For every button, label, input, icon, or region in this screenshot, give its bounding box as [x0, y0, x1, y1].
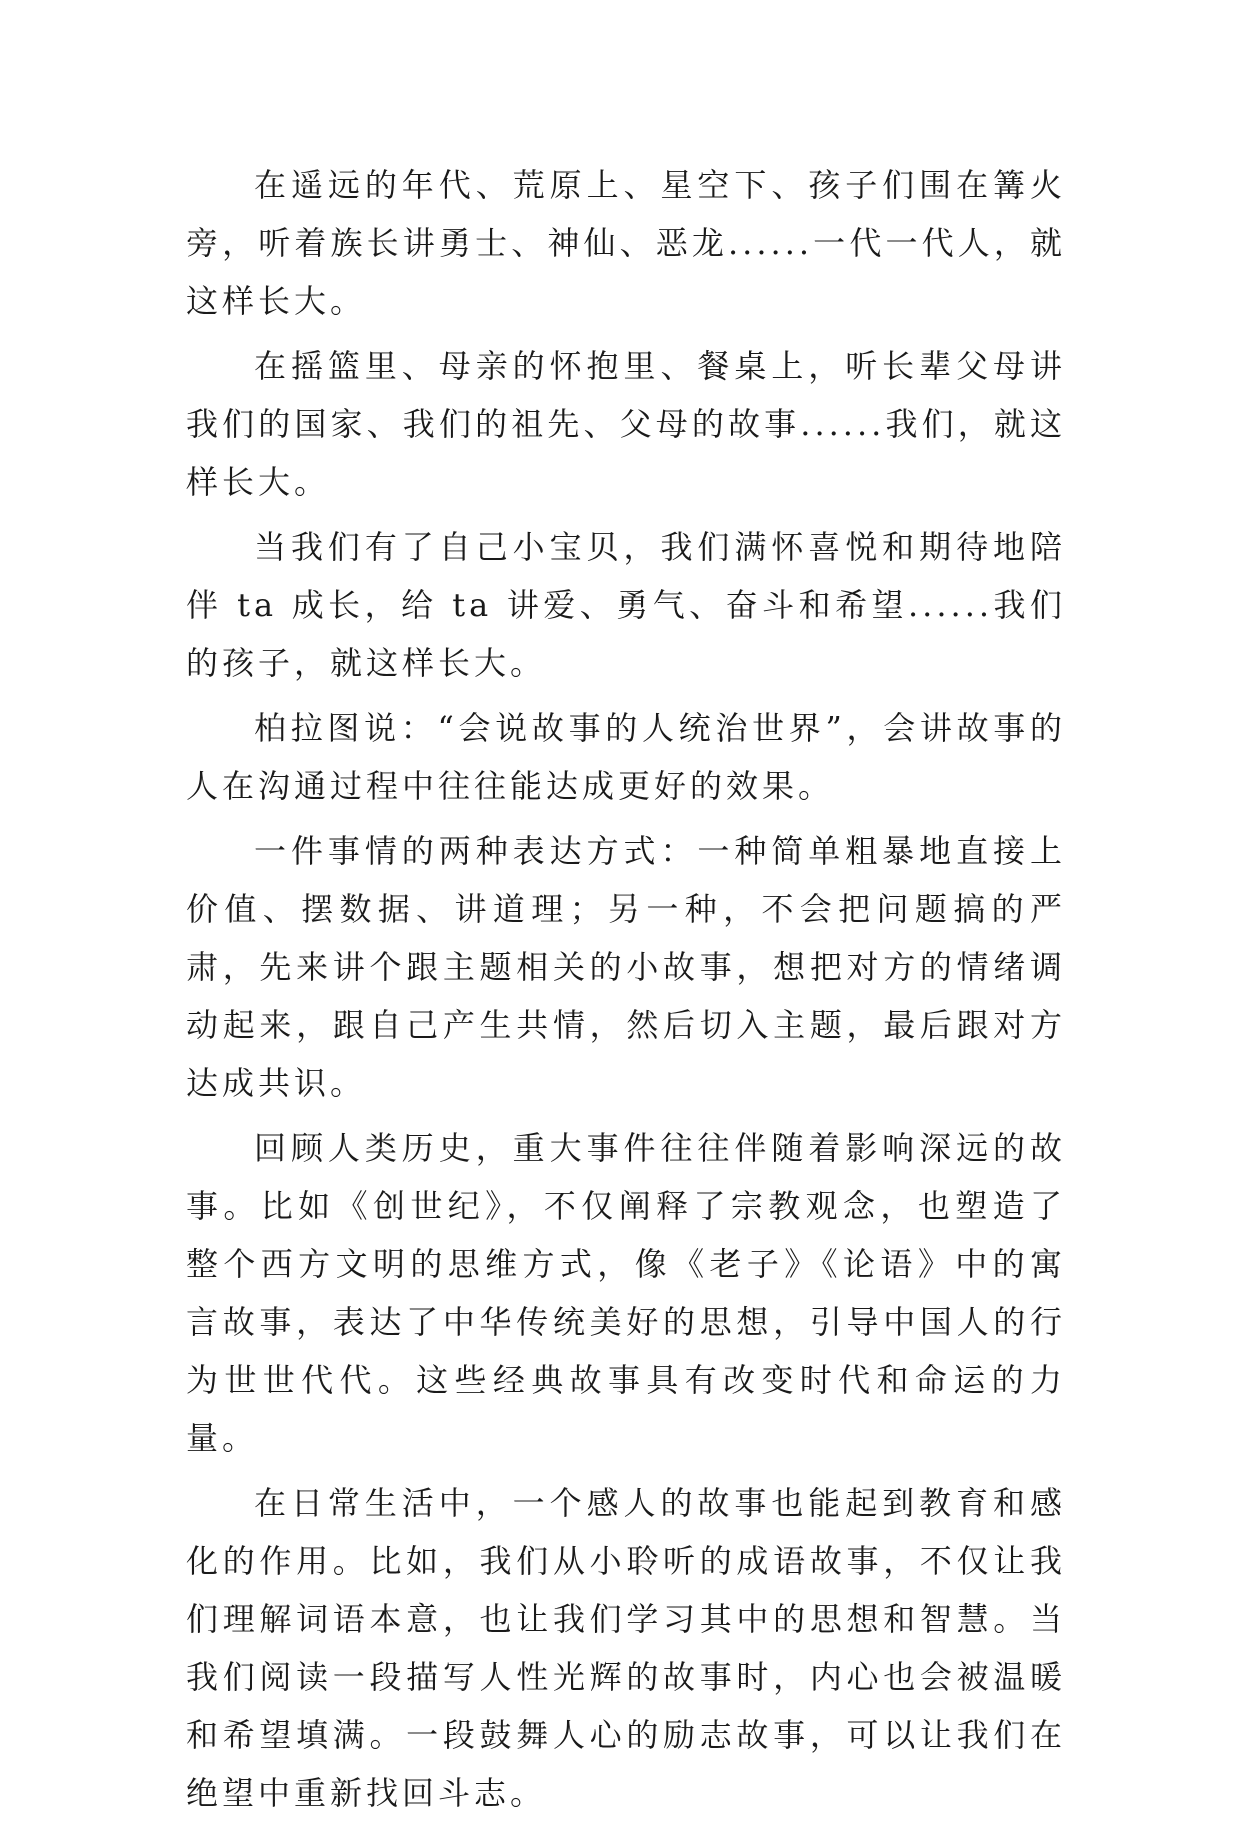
paragraph: 柏拉图说：“会说故事的人统治世界”，会讲故事的人在沟通过程中往往能达成更好的效果。 — [186, 709, 1066, 805]
paragraph: 在遥远的年代、荒原上、星空下、孩子们围在篝火旁，听着族长讲勇士、神仙、恶龙......一代一代人，就这样长大。 — [186, 166, 1066, 320]
paragraph: 在摇篮里、母亲的怀抱里、餐桌上，听长辈父母讲我们的国家、我们的祖先、父母的故事......我们，就这样长大。 — [186, 347, 1066, 501]
paragraph: 当我们有了自己小宝贝，我们满怀喜悦和期待地陪伴 ta 成长，给 ta 讲爱、勇气、奋斗和希望......我们的孩子，就这样长大。 — [186, 528, 1066, 682]
paragraph: 一件事情的两种表达方式：一种简单粗暴地直接上价值、摆数据、讲道理；另一种，不会把问题搞的严肃，先来讲个跟主题相关的小故事，想把对方的情绪调动起来，跟自己产生共情，然后切入主题，最后跟对方达成共识。 — [186, 832, 1066, 1102]
paragraph: 回顾人类历史，重大事件往往伴随着影响深远的故事。比如《创世纪》，不仅阐释了宗教观念，也塑造了整个西方文明的思维方式，像《老子》《论语》中的寓言故事，表达了中华传统美好的思想，引导中国人的行为世世代代。这些经典故事具有改变时代和命运的力量。 — [186, 1129, 1066, 1457]
paragraph: 在日常生活中，一个感人的故事也能起到教育和感化的作用。比如，我们从小聆听的成语故事，不仅让我们理解词语本意，也让我们学习其中的思想和智慧。当我们阅读一段描写人性光辉的故事时，内心也会被温暖和希望填满。一段鼓舞人心的励志故事，可以让我们在绝望中重新找回斗志。 — [186, 1484, 1066, 1812]
body-text — [186, 156, 1066, 1822]
